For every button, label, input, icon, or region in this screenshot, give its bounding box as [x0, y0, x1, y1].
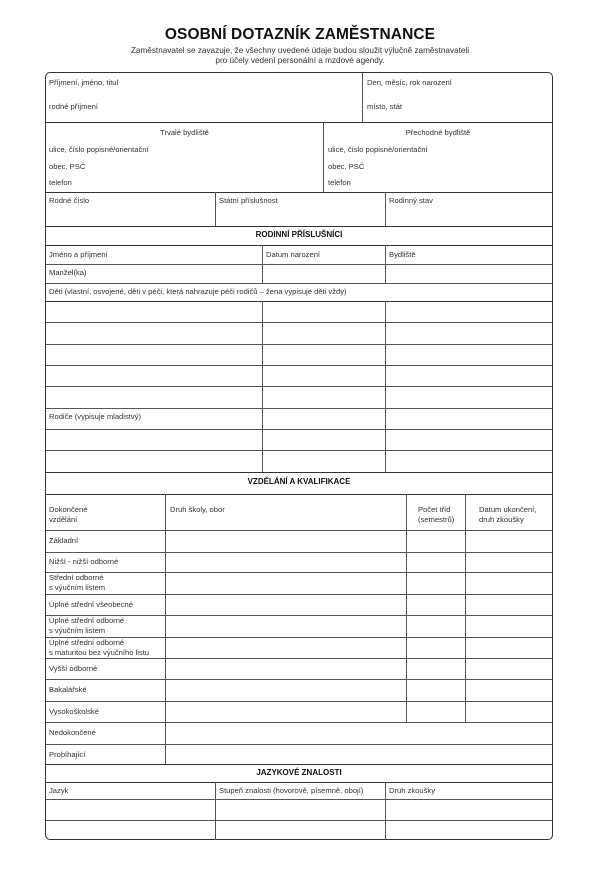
- edu-row-full-secondary-vocational-cert-line2: s výučním listem: [49, 625, 106, 635]
- edu-col-completed-line1: Dokončené: [49, 505, 88, 514]
- divider: [262, 245, 263, 283]
- spouse-label: Manžel(ka): [49, 268, 87, 277]
- temporary-phone-label: telefon: [328, 178, 351, 187]
- parents-label: Rodiče (vypisuje mladistvý): [49, 412, 141, 421]
- employee-questionnaire-form: [45, 72, 553, 840]
- spouse-birth-date-field[interactable]: [263, 265, 385, 283]
- page-title: OSOBNÍ DOTAZNÍK ZAMĚSTNANCE: [164, 26, 436, 43]
- edu-row-secondary-vocational: [49, 573, 105, 592]
- divider: [46, 764, 552, 765]
- lang-col-exam: Druh zkoušky: [389, 786, 436, 795]
- permanent-phone-label: telefon: [49, 178, 72, 187]
- edu-col-count: [418, 505, 454, 524]
- edu-col-school: Druh školy, obor: [170, 505, 225, 514]
- marital-status-label: Rodinný stav: [389, 196, 433, 205]
- permanent-city-label: obec, PSČ: [49, 162, 86, 171]
- lang-col-language: Jazyk: [49, 786, 69, 795]
- language-entries-field[interactable]: [46, 800, 552, 840]
- languages-section-heading: JAZYKOVÉ ZNALOSTI: [256, 768, 342, 777]
- edu-row-higher-vocational: Vyšší odborné: [49, 664, 98, 673]
- birth-place-label: místo, stát: [367, 102, 403, 111]
- divider: [46, 782, 552, 783]
- edu-row-full-secondary-maturita-line2: s maturitou bez výučního listu: [49, 647, 150, 657]
- birth-number-label: Rodné číslo: [49, 196, 90, 205]
- edu-col-date-line2: druh zkoušky: [479, 514, 524, 524]
- divider: [46, 226, 552, 227]
- edu-row-full-secondary-maturita: [49, 638, 149, 657]
- temporary-street-label: ulice, číslo popisné/orientační: [328, 145, 428, 154]
- edu-row-secondary-vocational-line2: s výučním listem: [49, 582, 106, 592]
- edu-row-bachelor: Bakalářské: [49, 685, 87, 694]
- subtitle-line-1: Zaměstnavatel se zavazuje, že všechny uvedené údaje budou sloužit výlučně zaměstnavateli: [130, 46, 470, 55]
- family-section-heading: RODINNÍ PŘÍSLUŠNÍCI: [255, 230, 343, 239]
- edu-row-university: Vysokoškolské: [49, 707, 99, 716]
- edu-col-count-line2: (semestrů): [418, 514, 455, 524]
- divider: [46, 283, 552, 284]
- permanent-street-label: ulice, číslo popisné/orientační: [49, 145, 149, 154]
- lang-col-level: Stupeň znalosti (hovorově, písemně, obojí): [219, 786, 364, 795]
- edu-col-completed-line2: vzdělání: [49, 514, 78, 524]
- citizenship-label: Státní příslušnost: [219, 196, 278, 205]
- edu-row-unfinished: Nedokončené: [49, 728, 96, 737]
- temporary-city-label: obec, PSČ: [328, 162, 365, 171]
- edu-row-full-secondary-vocational-cert: [49, 616, 124, 635]
- edu-row-ongoing: Probíhající: [49, 750, 86, 759]
- spouse-residence-field[interactable]: [386, 265, 552, 283]
- edu-col-count-line1: Počet tříd: [418, 505, 451, 514]
- permanent-address-heading: Trvalé bydliště: [160, 128, 209, 137]
- divider: [46, 245, 552, 246]
- edu-col-date-line1: Datum ukončení,: [479, 505, 537, 514]
- subtitle-line-2: pro účely vedení personální a mzdové agendy.: [215, 56, 385, 65]
- children-parents-table-field[interactable]: [46, 302, 552, 472]
- divider: [46, 494, 552, 495]
- family-col-residence: Bydliště: [389, 250, 416, 259]
- family-col-name: Jméno a příjmení: [49, 250, 108, 259]
- education-entries-field[interactable]: [166, 531, 552, 764]
- children-label: Děti (vlastní, osvojené, děti v péči, která nahrazuje péči rodičů – žena vypisuje děti vždy): [49, 287, 347, 296]
- birth-surname-label: rodné příjmení: [49, 102, 98, 111]
- divider: [385, 245, 386, 283]
- family-col-birth-date: Datum narození: [266, 250, 321, 259]
- edu-row-basic: Základní: [49, 536, 79, 545]
- education-section-heading: VZDĚLÁNÍ A KVALIFIKACE: [247, 477, 351, 486]
- temporary-address-heading: Přechodné bydliště: [405, 128, 471, 137]
- edu-row-full-secondary-general: Úplné střední všeobecné: [49, 600, 134, 609]
- edu-col-completed: [49, 505, 87, 524]
- edu-row-secondary-vocational-line1: Střední odborné: [49, 573, 104, 582]
- edu-col-date: [479, 505, 536, 524]
- edu-row-full-secondary-maturita-line1: Úplné střední odborné: [49, 638, 125, 647]
- edu-row-full-secondary-vocational-cert-line1: Úplné střední odborné: [49, 616, 125, 625]
- divider: [46, 472, 552, 473]
- edu-row-lower-vocational: Nižší - nižší odborné: [49, 557, 119, 566]
- birth-date-label: Den, měsíc, rok narození: [367, 78, 452, 87]
- name-label: Příjmení, jméno, titul: [49, 78, 119, 87]
